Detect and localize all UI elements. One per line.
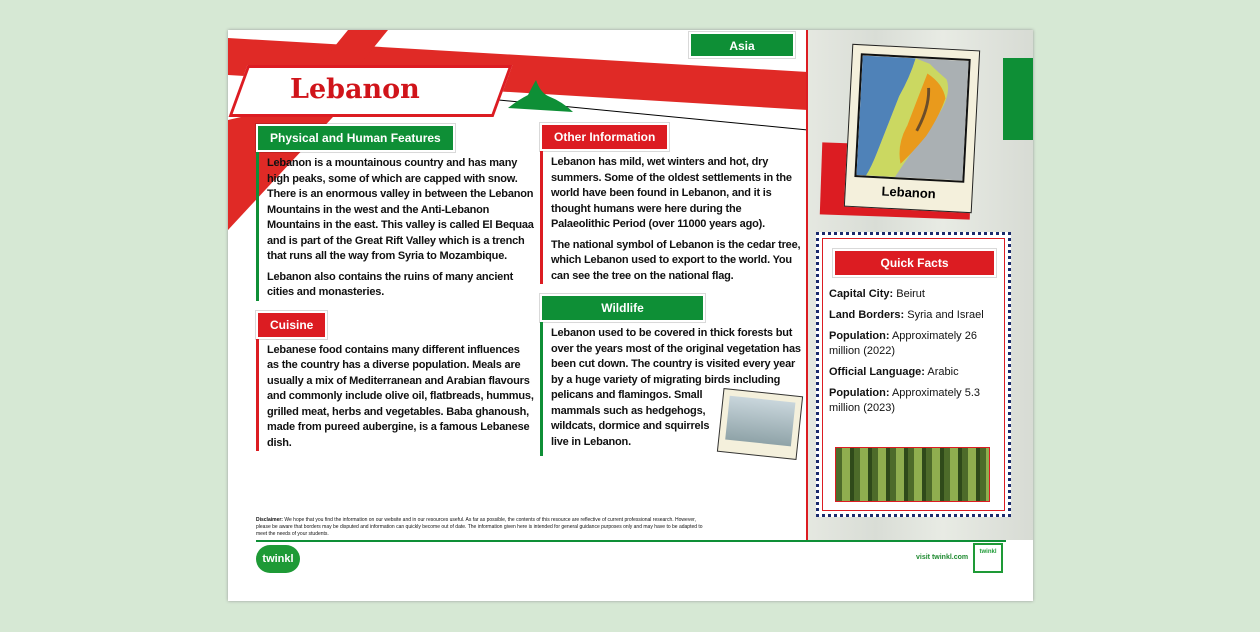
flag-block-green: [1003, 58, 1033, 140]
fact-population: Population: Approximately 26 million (2022): [829, 330, 977, 357]
paragraph: Lebanon is a mountainous country and has many high peaks, some of which are capped with snow. There is an enormous valley in between the Lebanon Mountains in the west and the Anti-Lebanon Mountains in the east. This valley is called El Bequaa and is part of the Great Rift Valley which is a trench that runs all the way from Syria to Mozambique.: [267, 157, 534, 262]
fact-borders: Land Borders: Syria and Israel: [829, 309, 984, 321]
wildlife-text: Lebanon used to be covered in thick forests but over the years most of the original vegetation has been cut down. The country is visited every year by a huge variety of migrating birds including pelicans and flamingos. Small mammals such as hedgehogs, wildcats, dormice and squirrels live in Lebanon.: [551, 327, 801, 448]
fact-capital: Capital City: Beirut: [829, 288, 925, 300]
physical-heading: Physical and Human Features: [256, 124, 455, 152]
continent-badge: Asia: [689, 32, 795, 58]
fact-language: Official Language: Arabic: [829, 366, 959, 378]
paragraph: Lebanon has mild, wet winters and hot, dry summers. Some of the oldest settlements in the world have been found in Lebanon, and it is thought humans were here during the Palaeolithic Period (over 11000 years ago).: [551, 156, 792, 230]
map-photo: [844, 44, 980, 213]
cuisine-heading: Cuisine: [256, 311, 327, 339]
disclaimer: Disclaimer: We hope that you find the information on our website and in our resources useful. As far as possible, the contents of this resource are reflective of current professional research. However, please be aware that borders may be disputed and information can quickly become out of date. The information given here is intended for general guidance purposes only and may have to be adapted to meet the needs of your students.: [256, 517, 703, 537]
wildlife-body: [540, 322, 802, 456]
wildlife-section: [540, 294, 802, 456]
left-column: [256, 124, 534, 451]
forest-photo: [835, 447, 990, 502]
middle-column: [540, 123, 802, 456]
cuisine-text: [256, 339, 534, 452]
quick-facts-heading: Quick Facts: [833, 249, 996, 277]
physical-section: [256, 124, 534, 301]
fact-population-2: Population: Approximately 5.3 million (2023): [829, 387, 980, 414]
wildlife-heading: Wildlife: [540, 294, 705, 322]
paragraph: Lebanon also contains the ruins of many ancient cities and monasteries.: [267, 270, 514, 298]
flamingo-photo: [717, 388, 803, 460]
footer-rule: [256, 540, 1006, 542]
paragraph: The national symbol of Lebanon is the cedar tree, which Lebanon used to export to the world. You can see the tree on the national flag.: [551, 238, 801, 282]
twinkl-logo[interactable]: twinkl: [256, 545, 300, 573]
fact-file-page: [228, 30, 1033, 601]
cuisine-section: [256, 311, 534, 452]
map-caption: Lebanon: [881, 183, 937, 202]
paragraph: Lebanese food contains many different influences as the country has a diverse population. Meals are usually a mix of Mediterranean and Arabian flavours and commonly include olive oil, flatbreads, hummus, grilled meat, herbs and vegetables. Baba ghanoush, made from pureed aubergine, is a famous Lebanese dish.: [267, 343, 534, 449]
quality-badge: twinkl: [973, 543, 1003, 573]
quick-facts-box: [816, 232, 1011, 517]
lebanon-map: [854, 53, 970, 183]
facts-list: [829, 277, 998, 422]
page-title: Lebanon: [290, 74, 420, 105]
other-info-text: [540, 151, 802, 284]
other-info-heading: Other Information: [540, 123, 669, 151]
physical-text: [256, 152, 534, 301]
visit-link[interactable]: visit twinkl.com: [916, 554, 969, 561]
other-info-section: [540, 123, 802, 284]
